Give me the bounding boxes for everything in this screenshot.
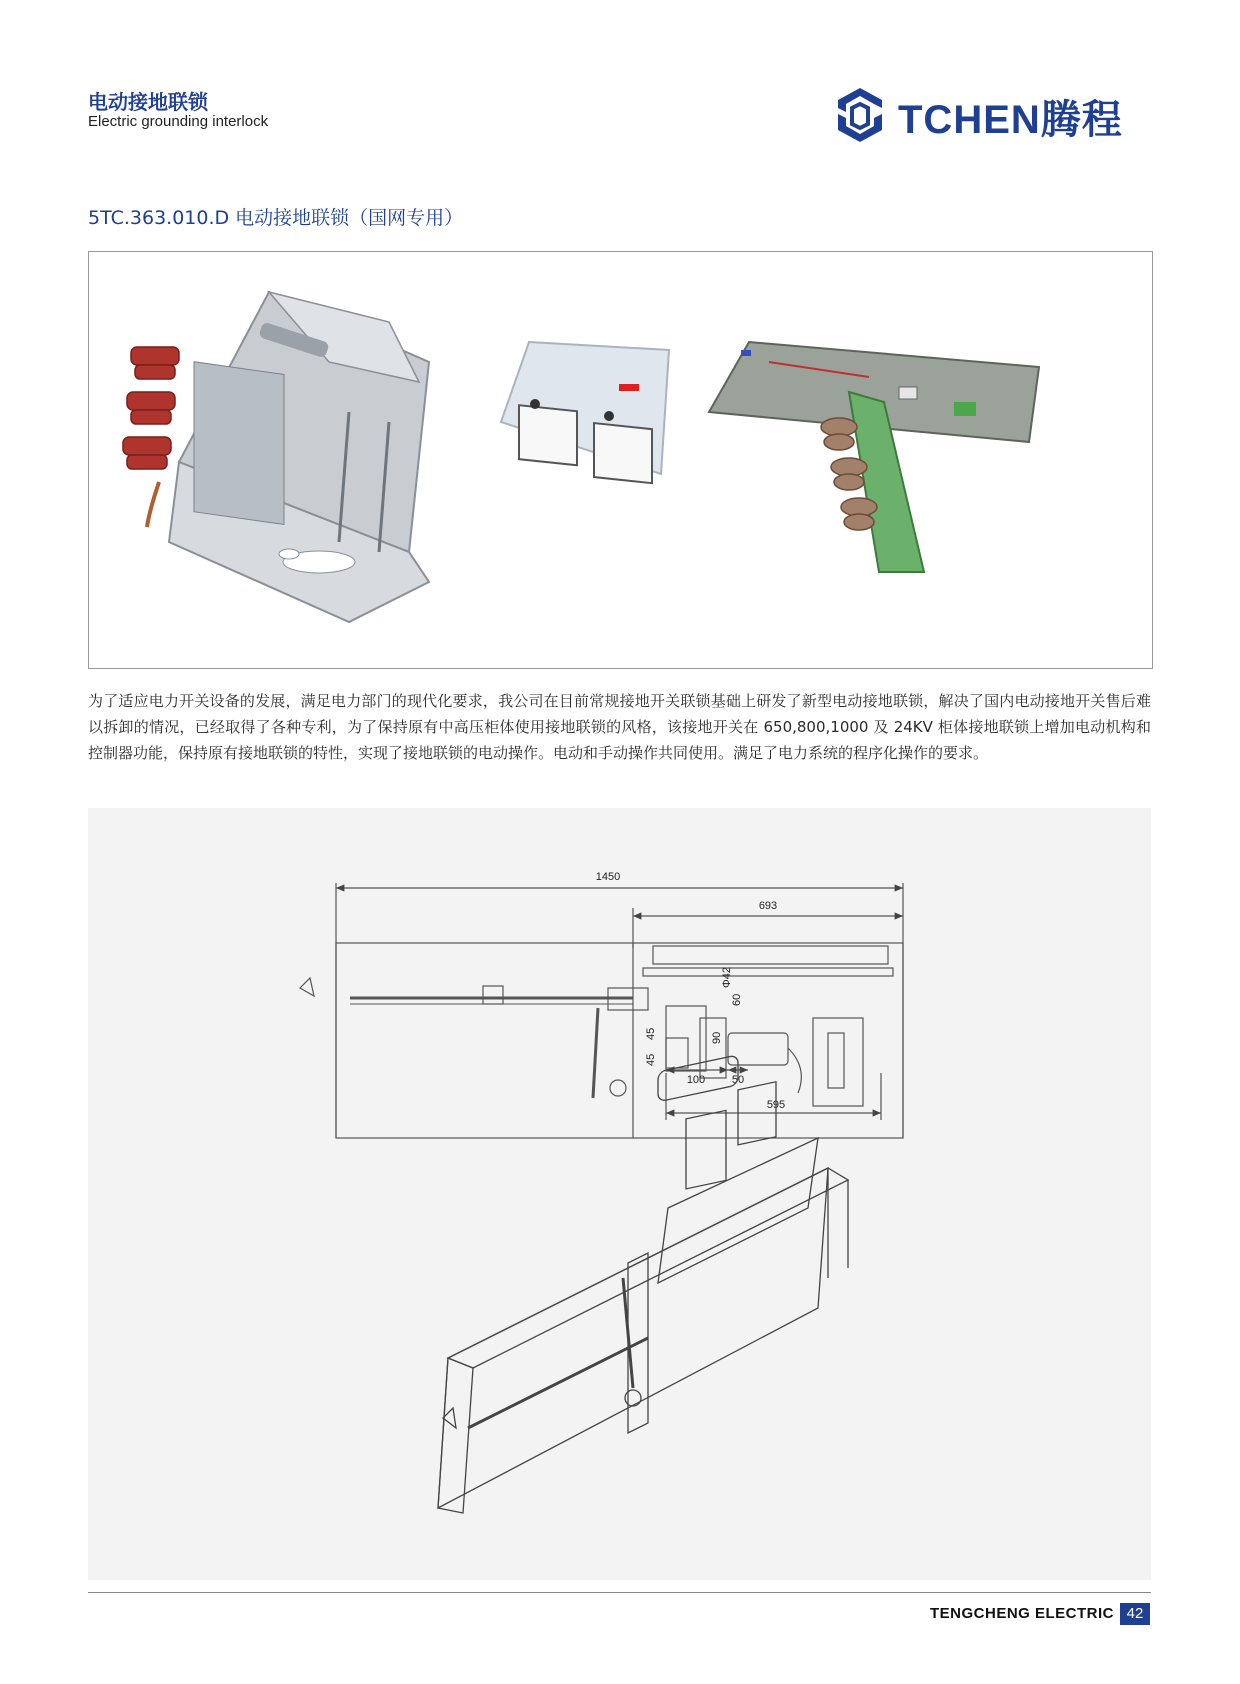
isometric-view-drawing	[438, 1055, 848, 1513]
front-view-drawing	[300, 883, 903, 1138]
dim-50: 50	[731, 1074, 745, 1086]
product-description: 为了适应电力开关设备的发展，满足电力部门的现代化要求，我公司在目前常规接地开关联锁基础上研发了新型电动接地联锁，解决了国内电动接地开关售后难以拆卸的情况，已经取得了各种专利，为了保持原有中高压柜体使用接地联锁的风格，该接地开关在 650,800,1000 及 24KV 柜体接地联锁上增加电动机构和控制器功能，保持原有接地联锁的特性，实现了接地联锁的电动操作。电动和手动操作共同使用。满足了电力系统的程序化操作的要求。	[88, 692, 1151, 762]
dim-45-b: 45	[645, 1053, 657, 1066]
footer-brand: TENGCHENG ELECTRIC	[930, 1605, 1115, 1622]
dim-60: 60	[731, 993, 743, 1006]
dim-bottom-width: 595	[766, 1099, 786, 1111]
controller-panel-photo	[501, 342, 669, 483]
product-title: 5TC.363.010.D 电动接地联锁（国网专用）	[88, 207, 464, 229]
interlock-assembly-photo	[123, 292, 429, 622]
product-photo-frame	[88, 251, 1153, 669]
footer-divider	[88, 1592, 1151, 1593]
technical-drawing-panel	[88, 808, 1151, 1580]
dim-100: 100	[686, 1074, 706, 1086]
page-number: 42	[1120, 1603, 1150, 1625]
tcHEN-logo-icon	[830, 84, 890, 144]
cabinet-mounted-assembly-photo	[709, 342, 1039, 572]
brand-logo	[830, 84, 1150, 144]
section-title-cn: 电动接地联锁	[88, 90, 208, 114]
dim-45-a: 45	[645, 1027, 657, 1040]
dim-90: 90	[711, 1031, 723, 1044]
section-title-en: Electric grounding interlock	[88, 113, 269, 130]
dim-right-width: 693	[758, 900, 778, 912]
brand-wordmark: TCHEN腾程	[898, 98, 1123, 142]
dim-phi42: Φ42	[721, 966, 733, 988]
dim-total-width: 1450	[595, 871, 621, 883]
